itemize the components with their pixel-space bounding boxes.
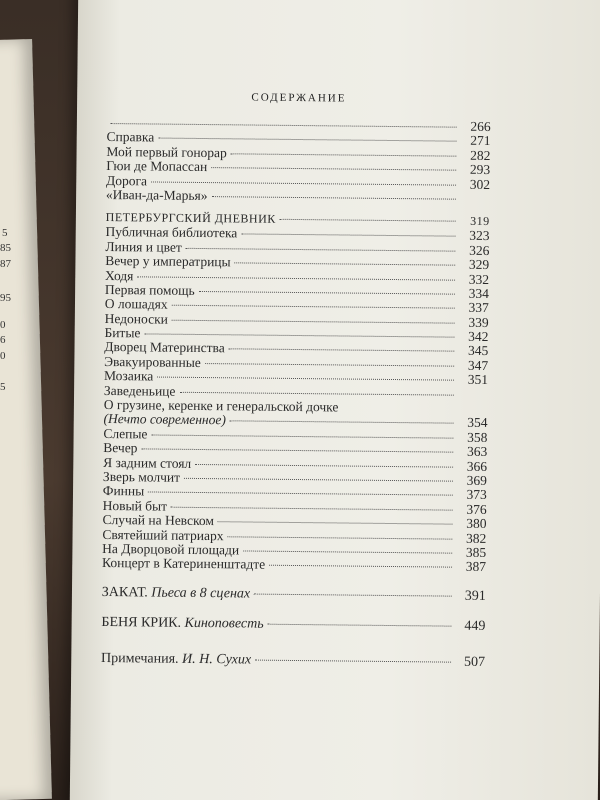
toc-entry-label: Случай на Невском [102,512,215,529]
dot-leader [172,305,455,309]
toc-entry-page: 326 [469,242,490,258]
toc-entry-page: 282 [470,147,491,163]
toc-entry-label: На Дворцовой площади [102,540,240,558]
toc-entry-label: Новый быт [102,497,168,514]
toc-entry-label: Концерт в Катериненштадте [102,555,266,573]
toc-entry-page: 345 [467,343,489,359]
dot-leader [172,319,455,323]
dot-leader [230,421,454,424]
dot-leader [137,276,455,280]
toc-entry-page: 391 [464,588,486,604]
toc-entry-zakat [102,585,486,605]
toc-entry-page: 376 [466,501,487,517]
toc-entry-label: Вечер [103,440,138,456]
dot-leader [111,123,457,128]
toc-entry-page: 354 [467,415,488,431]
left-page-number: 6 [0,334,6,346]
dot-leader [243,550,452,553]
left-page-number: 0 [0,350,6,362]
dot-leader [157,377,454,381]
dot-leader [199,291,455,295]
toc-entry-label: Справка [106,129,155,145]
toc-entry-page: 363 [466,443,488,460]
left-page-number: 87 [0,258,11,270]
toc-entry-label: Недоноски [104,310,168,327]
toc-entry-page: 271 [470,133,491,149]
toc-entry [106,188,490,206]
toc-entry-label: БЕНЯ КРИК. [101,614,182,631]
toc-entry-label: Гюи де Мопассан [106,158,208,175]
dot-leader [218,521,453,524]
dot-leader [186,248,456,252]
toc-entry-page: 366 [466,458,488,474]
dot-leader [235,262,456,265]
dot-leader [148,492,453,496]
toc-entry-label: Первая помощь [104,281,195,298]
toc-entry-label: Мой первый гонорар [106,143,227,161]
toc-entry-page: 323 [469,228,490,244]
dot-leader [212,196,456,200]
toc-entry-subtitle: Киноповесть [184,615,264,632]
toc-entry-label: Линия и цвет [105,238,182,255]
toc-entry-label: О грузине, керенке и генеральской дочке [103,397,339,415]
toc-title: СОДЕРЖАНИЕ [251,91,347,105]
toc-entry-page: 293 [469,161,491,178]
dot-leader [229,349,455,352]
toc-entry-label: Заведеньице [103,382,176,399]
toc-entry-label: Публичная библиотека [105,224,238,241]
toc-entry [102,556,486,574]
toc-entry-subtitle: Пьеса в 8 сценах [151,585,251,602]
dot-leader [254,593,452,596]
toc-entry-label: Дорога [106,172,148,188]
toc-entry-page: 351 [467,372,489,388]
dot-leader [151,181,456,185]
left-page-number: 5 [2,227,8,239]
toc-entry-page: 334 [468,285,489,301]
section-title: ПЕТЕРБУРГСКИЙ ДНЕВНИК [105,210,276,227]
toc-entry-page: 337 [468,300,489,316]
dot-leader [195,464,453,468]
toc-entry-page: 266 [470,118,491,135]
toc-entry-page: 380 [466,515,487,532]
toc-entry-page: 339 [468,314,489,330]
left-page-number: 85 [0,242,11,254]
toc-entry-label: Эвакуированные [104,353,201,370]
dot-leader [211,167,456,171]
toc-entry-label: Ходя [105,267,134,283]
toc-entry-page: 302 [469,176,491,192]
toc-entry-label: Дворец Материнства [104,339,225,356]
toc-entry-subtitle: И. Н. Сухих [182,651,252,668]
toc-entry-label: Примечания. [101,650,179,667]
toc-entry-label: Финны [102,483,145,499]
toc-entry-label: «Иван-да-Марья» [105,186,208,204]
dot-leader [255,659,451,662]
toc-entry-page: 358 [467,429,488,445]
toc-entry-page: 347 [467,357,489,373]
toc-entry-subtitle: (Нечто современное) [103,411,226,428]
toc-entry-page: 373 [466,487,487,503]
dot-leader [268,623,452,626]
dot-leader [280,219,456,222]
left-page-number: 95 [0,292,11,304]
table-of-contents [101,90,491,671]
toc-entry-label: Святейший патриарх [102,526,224,543]
toc-entry-page: 385 [465,544,487,560]
toc-entry-label: Слепые [103,425,148,442]
dot-leader [171,506,453,510]
toc-entry-page: 332 [468,271,490,287]
dot-leader [269,565,452,568]
toc-entry-label: Зверь молчит [102,468,181,485]
dot-leader [158,138,456,142]
toc-entry-label: О лошадях [104,296,168,312]
toc-entry-label: Я задним стоял [103,454,192,471]
toc-entry-page: 342 [468,328,489,345]
left-page-number: 5 [0,381,6,393]
toc-entry-page: 382 [466,530,487,546]
dot-leader [179,391,453,395]
toc-entry-benya [101,615,485,635]
toc-entry-page: 449 [464,618,486,634]
toc-entry-label: Вечер у императрицы [105,253,231,270]
dot-leader [231,153,457,156]
toc-entry-page: 387 [465,559,487,575]
left-page-number: 0 [0,319,6,331]
dot-leader [141,449,453,453]
toc-entry-label: Мозаика [103,368,154,384]
dot-leader [228,536,453,539]
dot-leader [241,234,455,237]
section-page: 319 [470,214,490,229]
toc-entry-label: ЗАКАТ. [101,584,148,601]
toc-entry-page: 369 [466,472,488,488]
toc-entry-page: 329 [468,256,490,273]
dot-leader [205,363,454,367]
toc-entry-label: Битые [104,325,141,341]
toc-entry-page: 507 [463,654,486,670]
dot-leader [151,434,453,438]
dot-leader [184,478,453,482]
dot-leader [144,333,454,337]
